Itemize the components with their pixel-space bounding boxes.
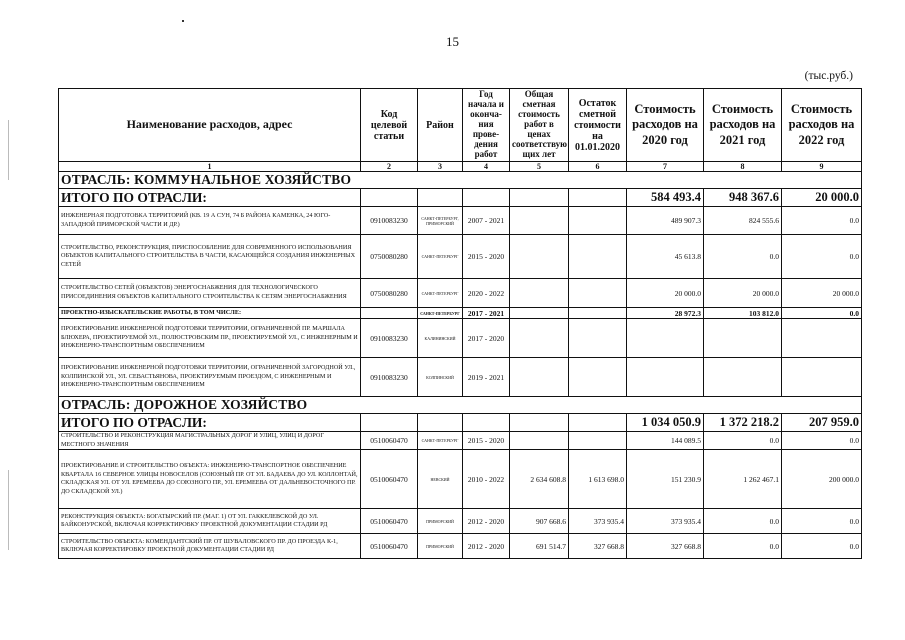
item-name: СТРОИТЕЛЬСТВО И РЕКОНСТРУКЦИЯ МАГИСТРАЛЬНЫХ ДОРОГ И УЛИЦ, УЛИЦ И ДОРОГ МЕСТНОГО ЗНАЧЕНИЯ [59,432,361,450]
item-district: ПРИМОРСКИЙ [418,534,463,559]
item-code: 0750080280 [361,279,418,308]
scan-edge-line [8,470,9,550]
item-total-cost [510,319,569,358]
item-name: ПРОЕКТНО-ИЗЫСКАТЕЛЬСКИЕ РАБОТЫ, В ТОМ ЧИСЛЕ: [59,308,361,319]
item-remaining: 327 668.8 [569,534,627,559]
item-years: 2017 - 2021 [463,308,510,319]
item-code: 0510060470 [361,509,418,534]
item-cost-2021 [704,358,782,397]
item-cost-2020 [627,358,704,397]
table-row [59,509,862,534]
item-total-cost: 691 514.7 [510,534,569,559]
item-cost-2022: 20 000.0 [782,279,862,308]
header-remaining: Остаток сметной стоимости на 01.01.2020 [569,89,627,162]
item-code: 0510060470 [361,432,418,450]
item-cost-2021: 0.0 [704,432,782,450]
empty-cell [463,414,510,432]
item-cost-2021: 1 262 467.1 [704,450,782,509]
item-years: 2020 - 2022 [463,279,510,308]
item-cost-2022: 0.0 [782,207,862,235]
item-remaining [569,319,627,358]
item-total-cost [510,235,569,279]
header-total-cost: Общая сметная стоимость работ в ценах соответствую щих лет [510,89,569,162]
sector-total-c2021: 948 367.6 [704,189,782,207]
item-district: САНКТ-ПЕТЕРБУРГ [418,432,463,450]
item-name: ПРОЕКТИРОВАНИЕ ИНЖЕНЕРНОЙ ПОДГОТОВКИ ТЕРРИТОРИИ, ОГРАНИЧЕННОЙ ПР. МАРШАЛА БЛЮХЕРА, ПРОЕКТИРУЕМОЙ УЛ., ПОЛЮСТРОВСКИМ ПР., ПРОЕКТИРУЕМОЙ УЛ., С ИНЖЕНЕРНЫМ И ИНЖЕНЕРНО-ТРАНСПОРТНЫМ ОБЕСПЕЧЕНИЕМ [59,319,361,358]
item-years: 2019 - 2021 [463,358,510,397]
column-number: 3 [418,162,463,172]
item-remaining: 1 613 698.0 [569,450,627,509]
item-code: 0750080280 [361,235,418,279]
empty-cell [510,414,569,432]
item-cost-2021: 103 812.0 [704,308,782,319]
column-number: 9 [782,162,862,172]
units-label: (тыс.руб.) [804,70,853,82]
item-remaining [569,279,627,308]
sector-title: ОТРАСЛЬ: КОММУНАЛЬНОЕ ХОЗЯЙСТВО [59,172,862,189]
sector-total-row [59,414,862,432]
item-years: 2010 - 2022 [463,450,510,509]
item-cost-2020: 20 000.0 [627,279,704,308]
table-body [59,172,862,559]
item-years: 2012 - 2020 [463,534,510,559]
item-cost-2020 [627,319,704,358]
sector-total-label: ИТОГО ПО ОТРАСЛИ: [59,414,361,432]
sector-total-row [59,189,862,207]
item-cost-2021: 0.0 [704,235,782,279]
header-cost-2022: Стоимость расходов на 2022 год [782,89,862,162]
header-cost-2020: Стоимость расходов на 2020 год [627,89,704,162]
item-total-cost [510,358,569,397]
table-row [59,358,862,397]
item-code: 0910083230 [361,319,418,358]
sector-row [59,172,862,189]
item-years: 2012 - 2020 [463,509,510,534]
sector-total-c2021: 1 372 218.2 [704,414,782,432]
header-years: Год начала и оконча-ния прове-дения работ [463,89,510,162]
table-row [59,534,862,559]
item-total-cost [510,432,569,450]
budget-table [58,88,862,559]
item-district: САНКТ-ПЕТЕРБУРГ [418,235,463,279]
item-cost-2022 [782,319,862,358]
column-number: 5 [510,162,569,172]
column-number: 1 [59,162,361,172]
column-number: 2 [361,162,418,172]
item-cost-2020: 373 935.4 [627,509,704,534]
scan-edge-line [8,120,9,180]
page-number: 15 [446,34,459,49]
item-code: 0910083230 [361,207,418,235]
item-cost-2022: 0.0 [782,432,862,450]
item-total-cost: 2 634 608.8 [510,450,569,509]
item-total-cost: 907 668.6 [510,509,569,534]
item-years: 2015 - 2020 [463,432,510,450]
column-number: 7 [627,162,704,172]
table-row [59,308,862,319]
sector-total-c2022: 207 959.0 [782,414,862,432]
header-name: Наименование расходов, адрес [59,89,361,162]
item-code: 0910083230 [361,358,418,397]
item-cost-2022: 0.0 [782,308,862,319]
item-cost-2020: 489 907.3 [627,207,704,235]
item-cost-2020: 327 668.8 [627,534,704,559]
item-code: 0510060470 [361,450,418,509]
item-cost-2020: 144 089.5 [627,432,704,450]
item-name: РЕКОНСТРУКЦИЯ ОБЪЕКТА: БОГАТЫРСКИЙ ПР. (МАГ. 1) ОТ УЛ. ГАККЕЛЕВСКОЙ ДО УЛ. БАЙКОНУРСКОЙ, ВКЛЮЧАЯ КОРРЕКТИРОВКУ ПРОЕКТНОЙ ДОКУМЕНТАЦИИ СТАДИИ РД [59,509,361,534]
column-number-row [59,162,862,172]
column-number: 8 [704,162,782,172]
empty-cell [569,414,627,432]
item-cost-2020: 45 613.8 [627,235,704,279]
item-name: СТРОИТЕЛЬСТВО ОБЪЕКТА: КОМЕНДАНТСКИЙ ПР. ОТ ШУВАЛОВСКОГО ПР. ДО ПРОЕЗДА К-1, ВКЛЮЧАЯ КОРРЕКТИРОВКУ ПРОЕКТНОЙ ДОКУМЕНТАЦИИ СТАДИИ РД [59,534,361,559]
table-header-row [59,89,862,162]
item-district: САНКТ-ПЕТЕРБУРГ [418,308,463,319]
item-cost-2022: 0.0 [782,534,862,559]
item-name: ПРОЕКТИРОВАНИЕ И СТРОИТЕЛЬСТВО ОБЪЕКТА: ИНЖЕНЕРНО-ТРАНСПОРТНОЕ ОБЕСПЕЧЕНИЕ КВАРТАЛА 16 СЕВЕРНОЕ УЛИЦЫ НОВОСЕЛОВ (СОЮЗНЫЙ ПР. ОТ УЛ. БАДАЕВА ДО УЛ. КОЛЛОНТАЙ, СКЛАДСКАЯ УЛ. ОТ УЛ. ЕРЕМЕЕВА ДО СОЮЗНОГО ПР., УЛ. ЕРЕМЕЕВА ОТ ДАЛЬНЕВОСТОЧНОГО ПР. ДО СКЛАДСКОЙ УЛ.) [59,450,361,509]
header-district: Район [418,89,463,162]
item-cost-2020: 151 230.9 [627,450,704,509]
empty-cell [463,189,510,207]
sector-total-c2020: 1 034 050.9 [627,414,704,432]
table-row [59,207,862,235]
item-remaining: 373 935.4 [569,509,627,534]
empty-cell [510,189,569,207]
item-cost-2022: 200 000.0 [782,450,862,509]
item-name: ИНЖЕНЕРНАЯ ПОДГОТОВКА ТЕРРИТОРИЙ (КВ. 19 А СУН, 74 Б РАЙОНА КАМЕНКА, 24 ЮГО-ЗАПАДНОЙ ПРИМОРСКОЙ ЧАСТИ И ДР.) [59,207,361,235]
sector-total-c2022: 20 000.0 [782,189,862,207]
item-name: СТРОИТЕЛЬСТВО СЕТЕЙ (ОБЪЕКТОВ) ЭНЕРГОСНАБЖЕНИЯ ДЛЯ ТЕХНОЛОГИЧЕСКОГО ПРИСОЕДИНЕНИЯ ОБЪЕКТОВ КАПИТАЛЬНОГО СТРОИТЕЛЬСТВА К СЕТЯМ ЭНЕРГОСНАБЖЕНИЯ [59,279,361,308]
empty-cell [418,414,463,432]
item-district: НЕВСКИЙ [418,450,463,509]
item-years: 2015 - 2020 [463,235,510,279]
item-name: ПРОЕКТИРОВАНИЕ ИНЖЕНЕРНОЙ ПОДГОТОВКИ ТЕРРИТОРИИ, ОГРАНИЧЕННОЙ ЗАГОРОДНОЙ УЛ., КОЛПИНСКОЙ УЛ., УЛ. СЕВАСТЬЯНОВА, ПРОЕКТИРУЕМЫМ ПРОЕЗДОМ, С ИНЖЕНЕРНЫМ И ИНЖЕНЕРНО-ТРАНСПОРТНЫМ ОБЕСПЕЧЕНИЕМ [59,358,361,397]
header-cost-2021: Стоимость расходов на 2021 год [704,89,782,162]
item-cost-2022: 0.0 [782,509,862,534]
item-years: 2017 - 2020 [463,319,510,358]
item-district: ПРИМОРСКИЙ [418,509,463,534]
empty-cell [569,189,627,207]
item-remaining [569,308,627,319]
item-total-cost [510,207,569,235]
item-cost-2021: 0.0 [704,509,782,534]
item-district: САНКТ-ПЕТЕРБУРГ, ПРИМОРСКИЙ [418,207,463,235]
item-cost-2021 [704,319,782,358]
table-row [59,235,862,279]
sector-row [59,397,862,414]
item-remaining [569,432,627,450]
column-number: 4 [463,162,510,172]
table-row [59,319,862,358]
empty-cell [418,189,463,207]
table-row [59,279,862,308]
item-cost-2022: 0.0 [782,235,862,279]
item-cost-2022 [782,358,862,397]
item-district: САНКТ-ПЕТЕРБУРГ [418,279,463,308]
item-district: КОЛПИНСКИЙ [418,358,463,397]
item-remaining [569,235,627,279]
column-number: 6 [569,162,627,172]
sector-title: ОТРАСЛЬ: ДОРОЖНОЕ ХОЗЯЙСТВО [59,397,862,414]
item-remaining [569,207,627,235]
sector-total-c2020: 584 493.4 [627,189,704,207]
scan-speck [182,20,184,22]
item-name: СТРОИТЕЛЬСТВО, РЕКОНСТРУКЦИЯ, ПРИСПОСОБЛЕНИЕ ДЛЯ СОВРЕМЕННОГО ИСПОЛЬЗОВАНИЯ ОБЪЕКТОВ КАПИТАЛЬНОГО СТРОИТЕЛЬСТВА В ЧАСТИ, КАСАЮЩЕЙСЯ СОЗДАНИЯ ИНЖЕНЕРНЫХ СЕТЕЙ [59,235,361,279]
header-code: Код целевой статьи [361,89,418,162]
item-cost-2020: 28 972.3 [627,308,704,319]
item-total-cost [510,279,569,308]
sector-total-label: ИТОГО ПО ОТРАСЛИ: [59,189,361,207]
item-district: КАЛИНИНСКИЙ [418,319,463,358]
empty-cell [361,189,418,207]
table-row [59,450,862,509]
table-row [59,432,862,450]
item-code [361,308,418,319]
item-remaining [569,358,627,397]
empty-cell [361,414,418,432]
item-years: 2007 - 2021 [463,207,510,235]
item-code: 0510060470 [361,534,418,559]
item-cost-2021: 20 000.0 [704,279,782,308]
item-cost-2021: 824 555.6 [704,207,782,235]
item-total-cost [510,308,569,319]
item-cost-2021: 0.0 [704,534,782,559]
